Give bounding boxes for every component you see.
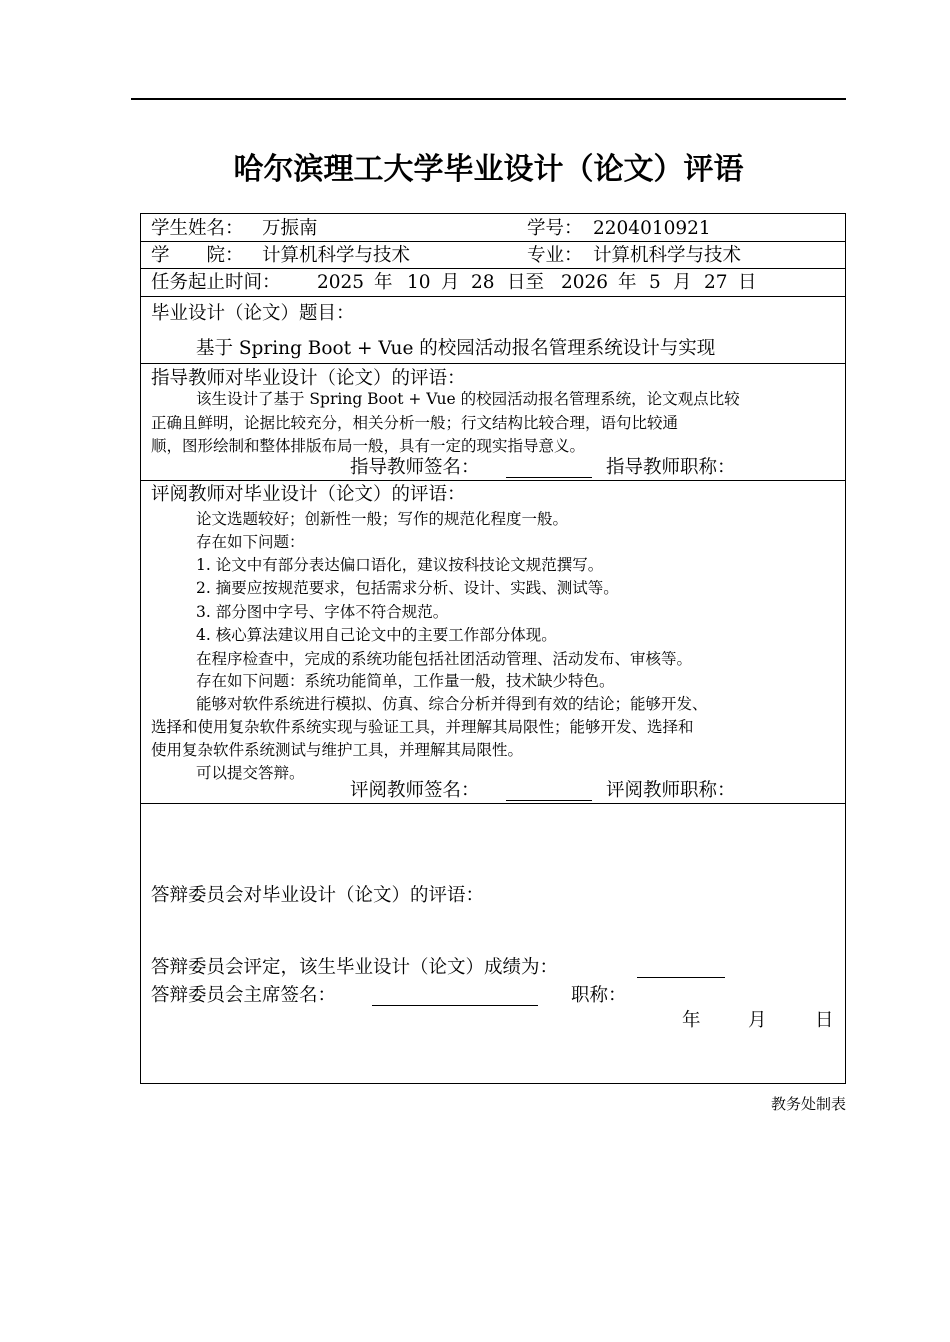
advisor-title-label: 指导教师职称： bbox=[606, 457, 736, 478]
row-committee bbox=[141, 803, 845, 1083]
reviewer-comment-line: 在程序检查中，完成的系统功能包括社团活动管理、活动发布、审核等。 bbox=[196, 650, 693, 668]
page-title: 哈尔滨理工大学毕业设计（论文）评语 bbox=[233, 152, 744, 187]
end-day: 27 bbox=[704, 272, 728, 293]
reviewer-sign-line bbox=[506, 782, 592, 803]
committee-chair-sign-label: 答辩委员会主席签名： bbox=[151, 985, 337, 1006]
reviewer-comment-line: 论文选题较好；创新性一般；写作的规范化程度一般。 bbox=[196, 510, 569, 528]
reviewer-sign-label: 评阅教师签名： bbox=[350, 780, 480, 801]
reviewer-comment-line: 2. 摘要应按规范要求，包括需求分析、设计、实践、测试等。 bbox=[196, 579, 619, 597]
reviewer-comment-line: 可以提交答辩。 bbox=[196, 764, 305, 782]
student-name-value: 万振南 bbox=[262, 218, 318, 239]
reviewer-comment-line: 存在如下问题： bbox=[196, 533, 305, 551]
reviewer-title-label: 评阅教师职称： bbox=[606, 780, 736, 801]
major-label: 专业： bbox=[527, 245, 583, 266]
reviewer-comment-label: 评阅教师对毕业设计（论文）的评语： bbox=[151, 484, 466, 505]
advisor-comment-line: 顺，图形绘制和整体排版布局一般，具有一定的现实指导意义。 bbox=[151, 437, 586, 455]
start-year-unit: 年 bbox=[374, 272, 393, 293]
advisor-sign-label: 指导教师签名： bbox=[350, 457, 480, 478]
row-topic bbox=[141, 296, 845, 363]
end-month-unit: 月 bbox=[673, 272, 692, 293]
college-label: 学 院： bbox=[151, 245, 244, 266]
committee-date-year: 年 bbox=[682, 1010, 701, 1031]
committee-date-day: 日 bbox=[815, 1010, 834, 1031]
student-name-label: 学生姓名： bbox=[151, 218, 244, 239]
major-value: 计算机科学与技术 bbox=[593, 245, 742, 266]
start-month: 10 bbox=[407, 272, 431, 293]
top-rule bbox=[131, 98, 846, 100]
end-year-unit: 年 bbox=[618, 272, 637, 293]
reviewer-comment-line: 能够对软件系统进行模拟、仿真、综合分析并得到有效的结论；能够开发、 bbox=[196, 695, 708, 713]
end-year: 2026 bbox=[561, 272, 609, 293]
committee-date-month: 月 bbox=[748, 1010, 767, 1031]
reviewer-comment-line: 存在如下问题：系统功能简单，工作量一般，技术缺少特色。 bbox=[196, 672, 615, 690]
end-month: 5 bbox=[649, 272, 661, 293]
committee-chair-sign-line bbox=[372, 987, 538, 1008]
start-year: 2025 bbox=[317, 272, 365, 293]
row-student-name bbox=[141, 214, 845, 241]
advisor-comment-label: 指导教师对毕业设计（论文）的评语： bbox=[151, 368, 466, 389]
footer-note: 教务处制表 bbox=[770, 1095, 846, 1113]
committee-comment-label: 答辩委员会对毕业设计（论文）的评语： bbox=[151, 885, 485, 906]
committee-chair-title-label: 职称： bbox=[571, 985, 627, 1006]
reviewer-comment-line: 选择和使用复杂软件系统实现与验证工具，并理解其局限性；能够开发、选择和 bbox=[151, 718, 694, 736]
reviewer-comment-line: 使用复杂软件系统测试与维护工具，并理解其局限性。 bbox=[151, 741, 524, 759]
student-id-value: 2204010921 bbox=[593, 218, 711, 239]
student-id-label: 学号： bbox=[527, 218, 583, 239]
row-reviewer-comment bbox=[141, 480, 845, 803]
start-day: 28 bbox=[471, 272, 495, 293]
advisor-comment-line: 该生设计了基于 Spring Boot + Vue 的校园活动报名管理系统，论文观点比较 bbox=[196, 390, 740, 408]
advisor-comment-line: 正确且鲜明，论据比较充分，相关分析一般；行文结构比较合理，语句比较通 bbox=[151, 414, 679, 432]
evaluation-form bbox=[140, 213, 846, 1084]
advisor-sign-line bbox=[506, 459, 592, 480]
task-period-label: 任务起止时间： bbox=[151, 272, 281, 293]
topic-label: 毕业设计（论文）题目： bbox=[151, 303, 355, 324]
reviewer-comment-line: 3. 部分图中字号、字体不符合规范。 bbox=[196, 603, 449, 621]
reviewer-comment-line: 4. 核心算法建议用自己论文中的主要工作部分体现。 bbox=[196, 626, 557, 644]
reviewer-comment-line: 1. 论文中有部分表达偏口语化，建议按科技论文规范撰写。 bbox=[196, 556, 604, 574]
row-advisor-comment bbox=[141, 363, 845, 480]
end-day-unit: 日 bbox=[738, 272, 757, 293]
topic-value: 基于 Spring Boot + Vue 的校园活动报名管理系统设计与实现 bbox=[196, 338, 716, 359]
committee-grade-line bbox=[637, 959, 725, 980]
row-task-period bbox=[141, 268, 845, 296]
row-college bbox=[141, 241, 845, 268]
college-value: 计算机科学与技术 bbox=[262, 245, 411, 266]
start-month-unit: 月 bbox=[441, 272, 460, 293]
committee-grade-label: 答辩委员会评定，该生毕业设计（论文）成绩为： bbox=[151, 957, 559, 978]
start-day-unit: 日至 bbox=[507, 272, 545, 293]
